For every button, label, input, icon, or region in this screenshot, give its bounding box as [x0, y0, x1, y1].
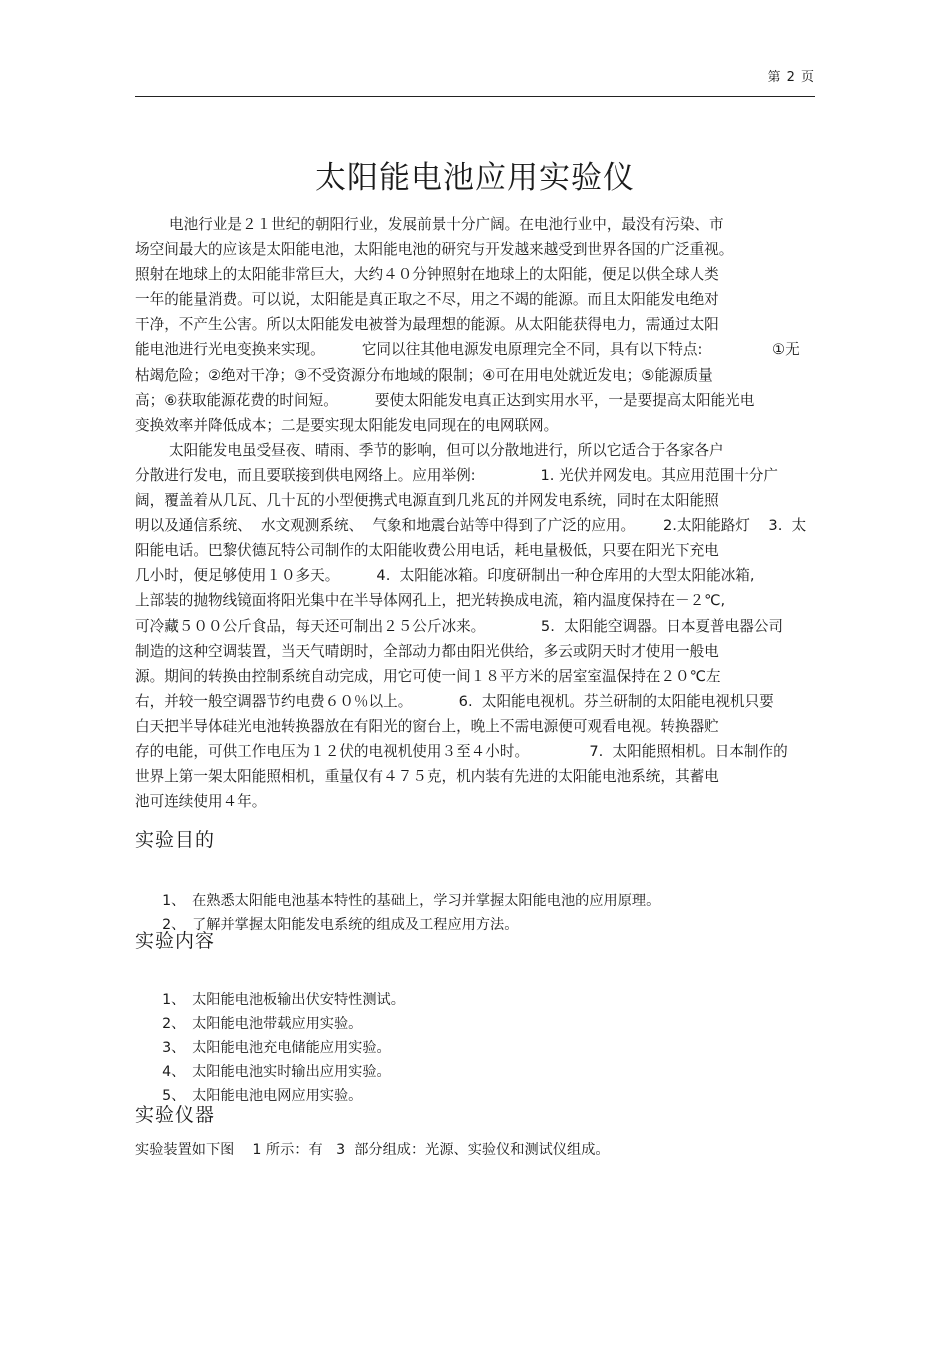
list-item-number: 1、 — [162, 992, 186, 1008]
purpose-list — [135, 865, 815, 933]
intro-line: 几小时，便足够使用１０多天。 4. 太阳能冰箱。印度研制出一种仓库用的大型太阳能冰箱, — [135, 567, 755, 585]
intro-line: 照射在地球上的太阳能非常巨大，大约４０分钟照射在地球上的太阳能，便足以供全球人类 — [135, 266, 719, 284]
intro-line: 变换效率并降低成本；二是要实现太阳能发电同现在的电网联网。 — [135, 416, 559, 434]
list-item-text: 太阳能电池实时输出应用实验。 — [192, 1064, 391, 1080]
document-title: 太阳能电池应用实验仪 — [315, 160, 635, 196]
intro-line: 存的电能，可供工作电压为１２伏的电视机使用３至４小时。 7. 太阳能照相机。日本制作的 — [135, 742, 788, 760]
list-item-number: 4、 — [162, 1064, 186, 1080]
list-item — [135, 964, 815, 1008]
content-list — [135, 964, 815, 1104]
list-item-number: 5、 — [162, 1088, 186, 1104]
instruments-description: 实验装置如下图 1 所示：有 3 部分组成：光源、实验仪和测试仪组成。 — [135, 1142, 610, 1158]
list-item — [135, 865, 815, 909]
list-item-text: 太阳能电池电网应用实验。 — [192, 1088, 363, 1104]
list-item-number: 2、 — [162, 1016, 186, 1032]
intro-line: 阳能电话。巴黎伏德瓦特公司制作的太阳能收费公用电话，耗电量极低，只要在阳光下充电 — [135, 542, 719, 560]
intro-line: 高；⑥获取能源花费的时间短。 要使太阳能发电真正达到实用水平，一是要提高太阳能光电 — [135, 391, 755, 409]
intro-line: 上部装的抛物线镜面将阳光集中在半导体网孔上，把光转换成电流，箱内温度保持在－２℃, — [135, 592, 726, 610]
page-number-header: 第 2 页 — [767, 70, 815, 85]
list-item-number: 1、 — [162, 893, 186, 909]
intro-line: 分散进行发电，而且要联接到供电网络上。应用举例: 1. 光伏并网发电。其应用范围十分广 — [135, 466, 778, 484]
intro-line: 能电池进行光电变换来实现。 它同以往其他电源发电原理完全不同，具有以下特点: ①无 — [135, 341, 800, 359]
list-item-number: 2、 — [162, 917, 186, 933]
intro-line: 场空间最大的应该是太阳能电池，太阳能电池的研究与开发越来越受到世界各国的广泛重视。 — [135, 241, 734, 259]
intro-line: 世界上第一架太阳能照相机，重量仅有４７５克，机内装有先进的太阳能电池系统，其蓄电 — [135, 768, 719, 786]
intro-line: 电池行业是２１世纪的朝阳行业，发展前景十分广阔。在电池行业中，最没有污染、市 — [169, 216, 724, 233]
intro-line: 可冷藏５００公斤食品，每天还可制出２５公斤冰来。 5. 太阳能空调器。日本夏普电器公司 — [135, 617, 784, 635]
intro-line: 太阳能发电虽受昼夜、晴雨、季节的影响，但可以分散地进行，所以它适合于各家各户 — [169, 441, 724, 459]
list-item-number: 3、 — [162, 1040, 186, 1056]
header-divider — [135, 96, 815, 97]
intro-line: 右，并较一般空调器节约电费６０％以上。 6. 太阳能电视机。芬兰研制的太阳能电视机只要 — [135, 692, 774, 710]
intro-line: 阔，覆盖着从几瓦、几十瓦的小型便携式电源直到几兆瓦的并网发电系统，同时在太阳能照 — [135, 492, 719, 510]
intro-body — [135, 212, 825, 814]
section-heading-instruments: 实验仪器 — [135, 1104, 216, 1126]
intro-line: 池可连续使用４年。 — [135, 793, 267, 811]
intro-line: 白天把半导体硅光电池转换器放在有阳光的窗台上，晚上不需电源便可观看电视。转换器贮 — [135, 717, 719, 735]
intro-line: 制造的这种空调装置，当天气晴朗时，全部动力都由阳光供给，多云或阴天时才使用一般电 — [135, 642, 719, 660]
section-heading-content: 实验内容 — [135, 930, 216, 952]
list-item-text: 太阳能电池带载应用实验。 — [192, 1016, 363, 1032]
list-item-text: 太阳能电池板输出伏安特性测试。 — [192, 992, 405, 1008]
intro-line: 一年的能量消费。可以说，太阳能是真正取之不尽，用之不竭的能源。而且太阳能发电绝对 — [135, 291, 719, 309]
list-item-text: 在熟悉太阳能电池基本特性的基础上，学习并掌握太阳能电池的应用原理。 — [192, 893, 661, 909]
intro-line: 源。期间的转换由控制系统自动完成，用它可使一间１８平方米的居室室温保持在２０℃左 — [135, 667, 721, 685]
intro-line: 明以及通信系统、 水文观测系统、 气象和地震台站等中得到了广泛的应用。 2.太阳能路灯 3. 太 — [135, 517, 807, 535]
intro-line: 干净，不产生公害。所以太阳能发电被誉为最理想的能源。从太阳能获得电力，需通过太阳 — [135, 316, 719, 334]
list-item-text: 了解并掌握太阳能发电系统的组成及工程应用方法。 — [192, 917, 519, 933]
list-item-text: 太阳能电池充电储能应用实验。 — [192, 1040, 391, 1056]
intro-line: 枯竭危险；②绝对干净；③不受资源分布地域的限制；④可在用电处就近发电；⑤能源质量 — [135, 366, 713, 384]
section-heading-purpose: 实验目的 — [135, 829, 216, 851]
